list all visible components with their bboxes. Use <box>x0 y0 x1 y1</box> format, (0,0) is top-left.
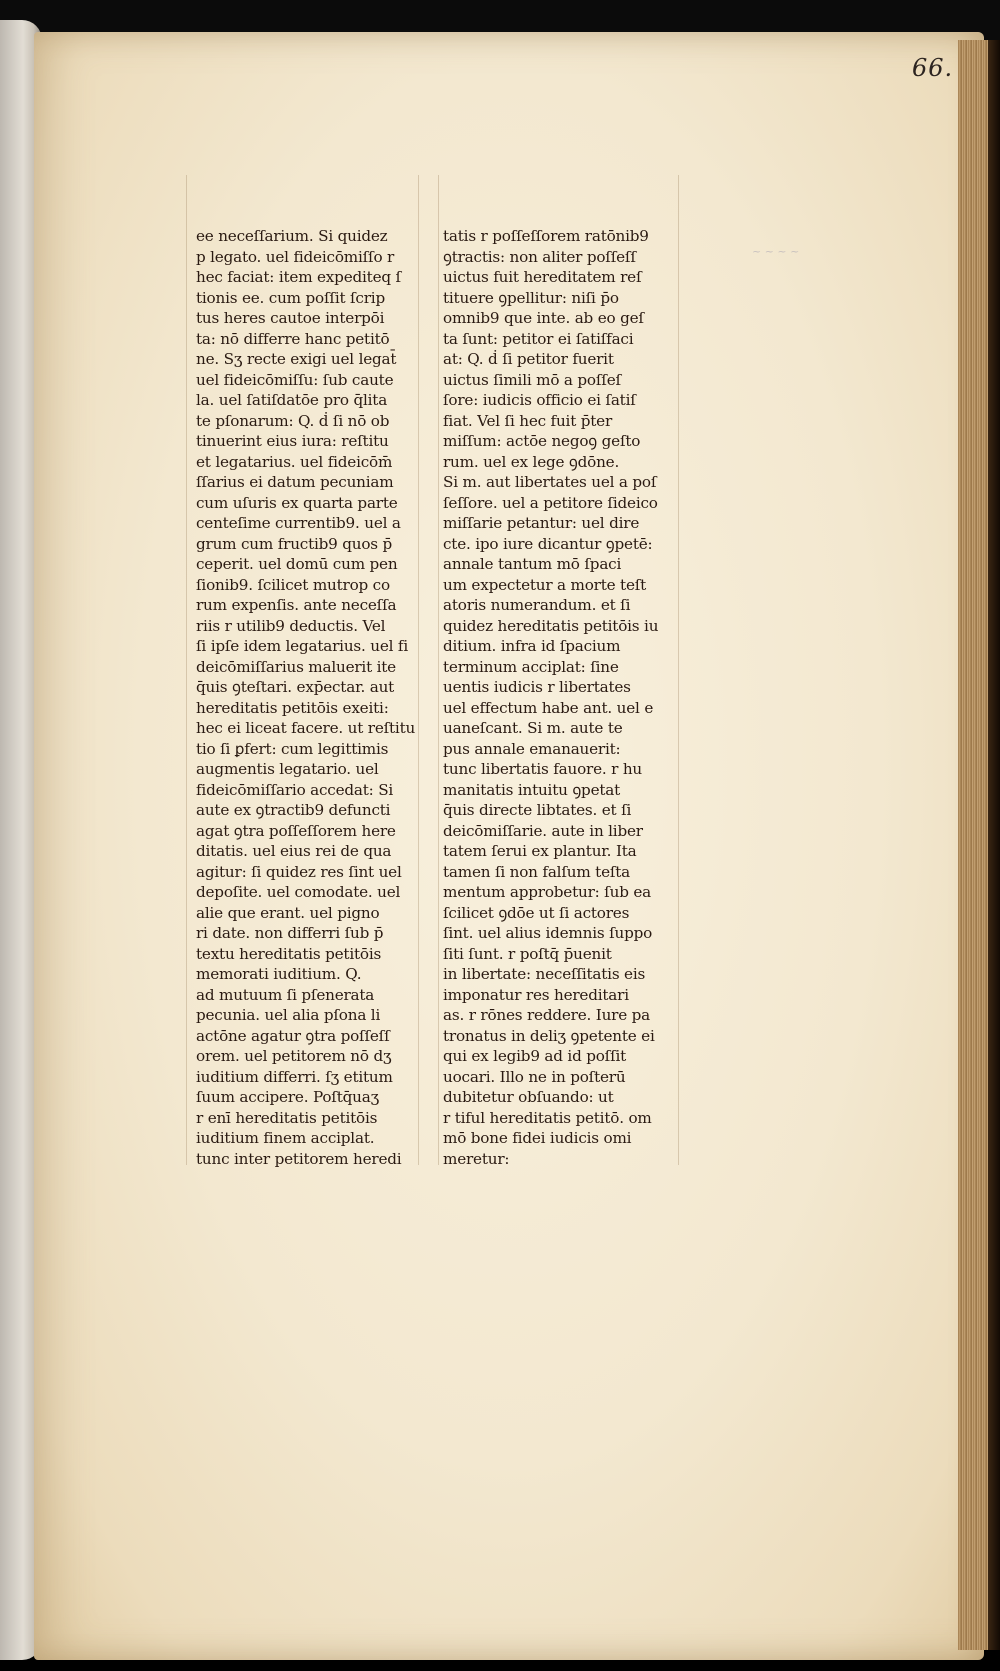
text-line: cum uſuris ex quarta parte <box>196 493 398 512</box>
text-line: actōne agatur ꝯtra poſſeſſ <box>196 1026 390 1045</box>
text-line: cte. ipo iure dicantur ꝯpetē: <box>443 534 653 553</box>
text-line: tio ſi ꝑfert: cum legittimis <box>196 739 389 758</box>
text-line: ꝯtractis: non aliter poſſeſſ <box>443 247 636 266</box>
ruling-line-middle-2 <box>438 175 439 1165</box>
text-line: uel fideicōmiſſu: ſub caute <box>196 370 394 389</box>
text-line: la. uel ſatiſdatōe pro q̄lita <box>196 391 388 409</box>
text-line: meretur: <box>443 1149 510 1168</box>
text-line: manitatis intuitu ꝯpetat <box>443 780 621 799</box>
text-line: ſint. uel alius idemnis ſuppo <box>443 924 653 942</box>
text-line: depoſite. uel comodate. uel <box>196 883 401 901</box>
text-line: ſiti ſunt. r poſtq̄ p̄uenit <box>443 944 612 963</box>
folio-number: 66. <box>912 54 954 82</box>
text-line: tituere ꝯpellitur: niſi p̄o <box>443 288 619 307</box>
text-line: uaneſcant. Si m. aute te <box>443 719 623 737</box>
text-line: uocari. Illo ne in poſterū <box>443 1067 626 1086</box>
text-line: tionis ee. cum poſſit ſcrip <box>196 288 385 307</box>
text-line: hec faciat: item expediteq ſ <box>196 268 401 286</box>
text-line: orem. uel petitorem nō dʒ <box>196 1047 392 1065</box>
text-line: uentis iudicis r libertates <box>443 678 631 696</box>
text-line: q̄uis directe libtates. et ſi <box>443 801 632 819</box>
text-line: deicōmiſſarie. aute in liber <box>443 821 643 840</box>
text-line: miſſarie petantur: uel dire <box>443 514 640 532</box>
text-line: fideicōmiſſario accedat: Si <box>196 780 394 799</box>
text-line: ſcilicet ꝯdōe ut ſi actores <box>443 903 630 922</box>
text-line: tinuerint eius iura: reſtitu <box>196 432 389 450</box>
text-line: aute ex ꝯtractib9 defuncti <box>196 801 391 819</box>
text-line: centeſime currentib9. uel a <box>196 514 401 532</box>
text-line: imponatur res hereditari <box>443 985 629 1004</box>
text-line: riis r utilib9 deductis. Vel <box>196 616 386 635</box>
text-line: tamen ſi non falſum teſta <box>443 862 631 881</box>
text-line: grum cum fructib9 quos p̄ <box>196 534 393 553</box>
text-line: fiat. Vel ſi hec fuit p̄ter <box>443 411 613 430</box>
text-line: Si m. aut libertates uel a poſ <box>443 473 657 491</box>
text-column-right <box>443 226 683 1169</box>
text-line: uel effectum habe ant. uel e <box>443 698 654 717</box>
text-line: in libertate: neceſſitatis eis <box>443 965 646 983</box>
text-line: r tiful hereditatis petitō. om <box>443 1108 652 1127</box>
text-line: uictus ſimili mō a poſſeſ <box>443 370 621 389</box>
text-line: deicōmiſſarius maluerit ite <box>196 657 396 676</box>
text-line: ſſarius ei datum pecuniam <box>196 473 394 491</box>
text-line: as. r rōnes reddere. Iure pa <box>443 1006 651 1024</box>
text-line: hec ei liceat facere. ut reſtitu <box>196 719 416 737</box>
text-line: miſſum: actōe negoꝯ geſto <box>443 432 641 450</box>
text-line: r enī hereditatis petitōis <box>196 1108 378 1127</box>
show-through-mark: ~ ~ ~ ~ <box>752 245 800 258</box>
text-line: ſionib9. ſcilicet mutrop co <box>196 575 390 594</box>
text-line: mentum approbetur: ſub ea <box>443 883 651 901</box>
text-line: agitur: ſi quidez res ſint uel <box>196 862 402 881</box>
text-line: ditium. infra id ſpacium <box>443 637 621 655</box>
text-line: p legato. uel fideicōmiſſo r <box>196 247 395 266</box>
text-line: um expectetur a morte teſt <box>443 575 647 594</box>
text-line: rum expenſis. ante neceſſa <box>196 596 397 614</box>
text-line: uictus fuit hereditatem reſ <box>443 268 642 286</box>
text-line: tunc libertatis fauore. r hu <box>443 760 642 778</box>
text-line: ad mutuum ſi pſenerata <box>196 985 375 1004</box>
text-line: et legatarius. uel fideicōm̄ <box>196 452 393 471</box>
text-line: te pſonarum: Q. ḋ ſi nō ob <box>196 411 390 430</box>
text-line: ditatis. uel eius rei de qua <box>196 842 392 860</box>
text-line: alie que erant. uel pigno <box>196 903 380 922</box>
text-line: ri date. non differri ſub p̄ <box>196 924 384 942</box>
text-line: at: Q. ḋ ſi petitor fuerit <box>443 350 614 368</box>
text-line: ne. Sʒ recte exigi uel legat̄ <box>196 350 397 368</box>
text-line: qui ex legib9 ad id poſſit <box>443 1047 627 1065</box>
text-line: tatis r poſſeſſorem ratōnib9 <box>443 227 649 245</box>
text-line: ta ſunt: petitor ei ſatiſfaci <box>443 329 634 348</box>
text-line: atoris numerandum. et ſi <box>443 596 631 614</box>
text-line: ta: nō differre hanc petitō <box>196 329 390 348</box>
text-line: ſuum accipere. Poſtq̄uaʒ <box>196 1088 379 1106</box>
text-line: ſi ipſe idem legatarius. uel fi <box>196 637 408 655</box>
text-line: pus annale emanauerit: <box>443 739 621 758</box>
text-line: quidez hereditatis petitōis iu <box>443 616 659 635</box>
text-line: rum. uel ex lege ꝯdōne. <box>443 452 620 471</box>
text-line: augmentis legatario. uel <box>196 760 379 778</box>
ruling-line-left <box>186 175 187 1165</box>
text-line: textu hereditatis petitōis <box>196 944 382 963</box>
text-line: pecunia. uel alia pſona li <box>196 1006 381 1024</box>
text-line: ee neceſſarium. Si quidez <box>196 227 388 245</box>
text-line: q̄uis ꝯteſtari. exp̄ectar. aut <box>196 678 395 696</box>
text-line: ceperit. uel domū cum pen <box>196 555 398 573</box>
text-line: tronatus in deliʒ ꝯpetente ei <box>443 1026 655 1045</box>
text-line: dubitetur obſuando: ut <box>443 1088 614 1106</box>
text-line: omnib9 que inte. ab eo geſ <box>443 309 644 327</box>
text-line: mō bone fidei iudicis omi <box>443 1129 632 1147</box>
text-column-left <box>196 226 432 1169</box>
text-line: tus heres cautoe interpōi <box>196 309 385 327</box>
fore-edge-shadow <box>988 40 1000 1650</box>
text-line: annale tantum mō ſpaci <box>443 555 622 573</box>
text-line: ſore: iudicis officio ei ſatiſ <box>443 391 636 409</box>
text-line: iuditium differri. ſʒ etitum <box>196 1067 393 1086</box>
text-line: hereditatis petitōis exeiti: <box>196 698 389 717</box>
text-line: terminum acciplat: ſine <box>443 657 619 676</box>
text-line: tatem ſerui ex plantur. Ita <box>443 842 637 860</box>
text-line: ſeſſore. uel a petitore ſideico <box>443 493 658 512</box>
text-line: agat ꝯtra poſſeſſorem here <box>196 821 396 840</box>
text-line: tunc inter petitorem heredi <box>196 1149 402 1168</box>
text-line: memorati iuditium. Q. <box>196 965 362 983</box>
text-line: iuditium finem acciplat. <box>196 1129 375 1147</box>
